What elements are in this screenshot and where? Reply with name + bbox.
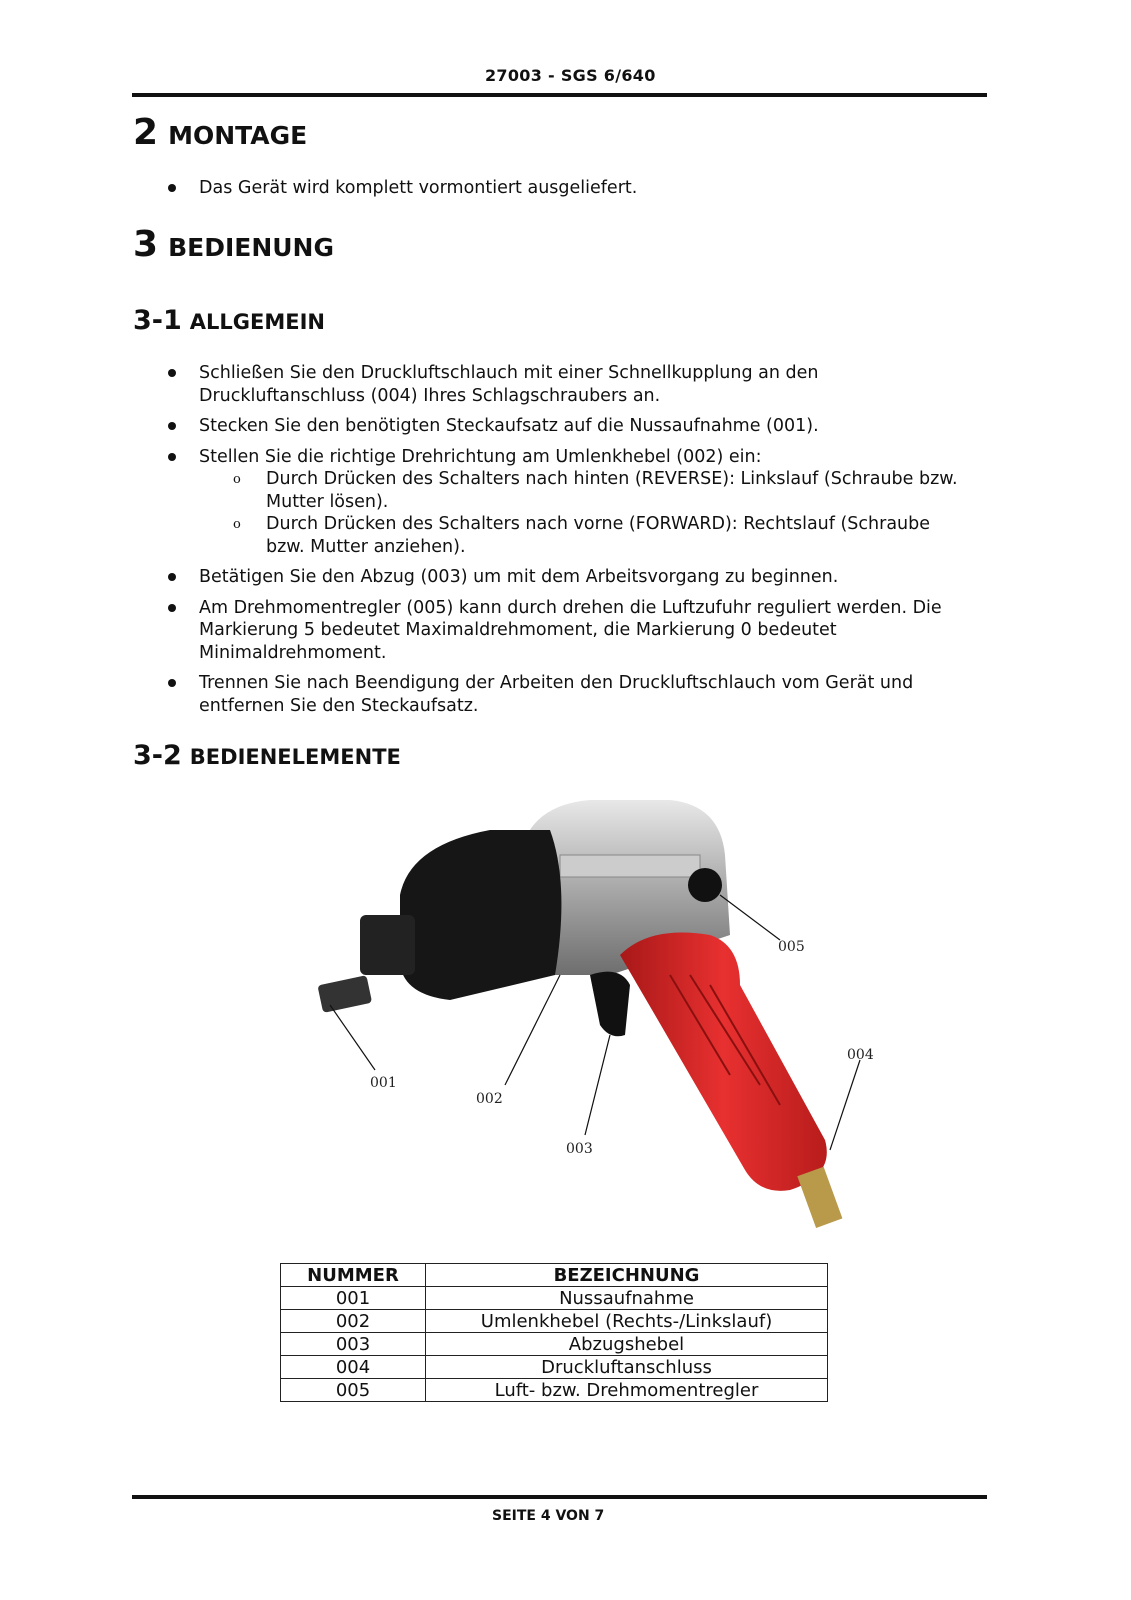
sub-list — [199, 468, 973, 558]
table-row — [281, 1333, 828, 1356]
table-row — [281, 1379, 828, 1402]
cell-description: Nussaufnahme — [426, 1287, 828, 1310]
impact-wrench-figure — [290, 785, 880, 1230]
allgemein-list — [133, 362, 973, 725]
section-heading-montage — [133, 112, 307, 153]
column-header-description: BEZEICHNUNG — [426, 1264, 828, 1287]
list-item: Schließen Sie den Druckluftschlauch mit einer Schnellkupplung an den Druckluftanschluss (004) Ihres Schlagschraubers an. — [133, 362, 973, 407]
subsection-number: 3-2 — [133, 740, 182, 771]
handle — [620, 933, 827, 1191]
header-doc-id: 27003 - SGS 6/640 — [485, 66, 656, 85]
cell-number: 005 — [281, 1379, 426, 1402]
list-item: Am Drehmomentregler (005) kann durch drehen die Luftzufuhr reguliert werden. Die Markierung 5 bedeutet Maximaldrehmoment, die Markierung 0 bedeutet Minimaldrehmoment. — [133, 597, 973, 665]
subsection-title: BEDIENELEMENTE — [189, 745, 401, 769]
subsection-number: 3-1 — [133, 305, 182, 336]
footer-page-number: SEITE 4 VON 7 — [492, 1508, 605, 1524]
list-item: Stecken Sie den benötigten Steckaufsatz auf die Nussaufnahme (001). — [133, 415, 973, 438]
table-row — [281, 1287, 828, 1310]
sub-list-item: o Durch Drücken des Schalters nach vorne (FORWARD): Rechtslauf (Schraube bzw. Mutter anziehen). — [199, 513, 973, 558]
figure-label-004: 004 — [847, 1047, 874, 1063]
figure-label-003: 003 — [566, 1141, 593, 1157]
parts-table — [280, 1263, 828, 1402]
list-item — [133, 446, 973, 559]
table-row — [281, 1356, 828, 1379]
cell-number: 004 — [281, 1356, 426, 1379]
figure-label-001: 001 — [370, 1075, 397, 1091]
cell-description: Umlenkhebel (Rechts-/Linkslauf) — [426, 1310, 828, 1333]
section-title: BEDIENUNG — [168, 233, 334, 262]
cell-number: 003 — [281, 1333, 426, 1356]
header-rule — [132, 93, 987, 97]
figure-label-002: 002 — [476, 1091, 503, 1107]
air-fitting — [797, 1167, 842, 1228]
hammer-case — [400, 830, 561, 1000]
cell-description: Druckluftanschluss — [426, 1356, 828, 1379]
section-number: 2 — [133, 112, 159, 153]
list-item: Trennen Sie nach Beendigung der Arbeiten den Druckluftschlauch vom Gerät und entfernen Sie den Steckaufsatz. — [133, 672, 973, 717]
list-item: Das Gerät wird komplett vormontiert ausgeliefert. — [133, 177, 973, 200]
subsection-heading-bedienelemente — [133, 740, 401, 771]
cell-number: 002 — [281, 1310, 426, 1333]
list-item: Betätigen Sie den Abzug (003) um mit dem Arbeitsvorgang zu beginnen. — [133, 566, 973, 589]
cell-description: Abzugshebel — [426, 1333, 828, 1356]
section-number: 3 — [133, 224, 159, 265]
subsection-title: ALLGEMEIN — [189, 310, 326, 334]
section-title: MONTAGE — [168, 121, 308, 150]
trigger — [590, 972, 630, 1037]
cell-description: Luft- bzw. Drehmomentregler — [426, 1379, 828, 1402]
table-header-row — [281, 1264, 828, 1287]
figure-label-005: 005 — [778, 939, 805, 955]
regulator-knob — [688, 868, 722, 902]
list-item-text: Stellen Sie die richtige Drehrichtung am Umlenkhebel (002) ein: — [199, 446, 762, 467]
table-row — [281, 1310, 828, 1333]
section-heading-bedienung — [133, 224, 334, 265]
footer-rule — [132, 1495, 987, 1499]
montage-list — [133, 177, 973, 208]
cell-number: 001 — [281, 1287, 426, 1310]
sub-list-item: o Durch Drücken des Schalters nach hinten (REVERSE): Linkslauf (Schraube bzw. Mutter lösen). — [199, 468, 973, 513]
column-header-number: NUMMER — [281, 1264, 426, 1287]
subsection-heading-allgemein — [133, 305, 325, 336]
